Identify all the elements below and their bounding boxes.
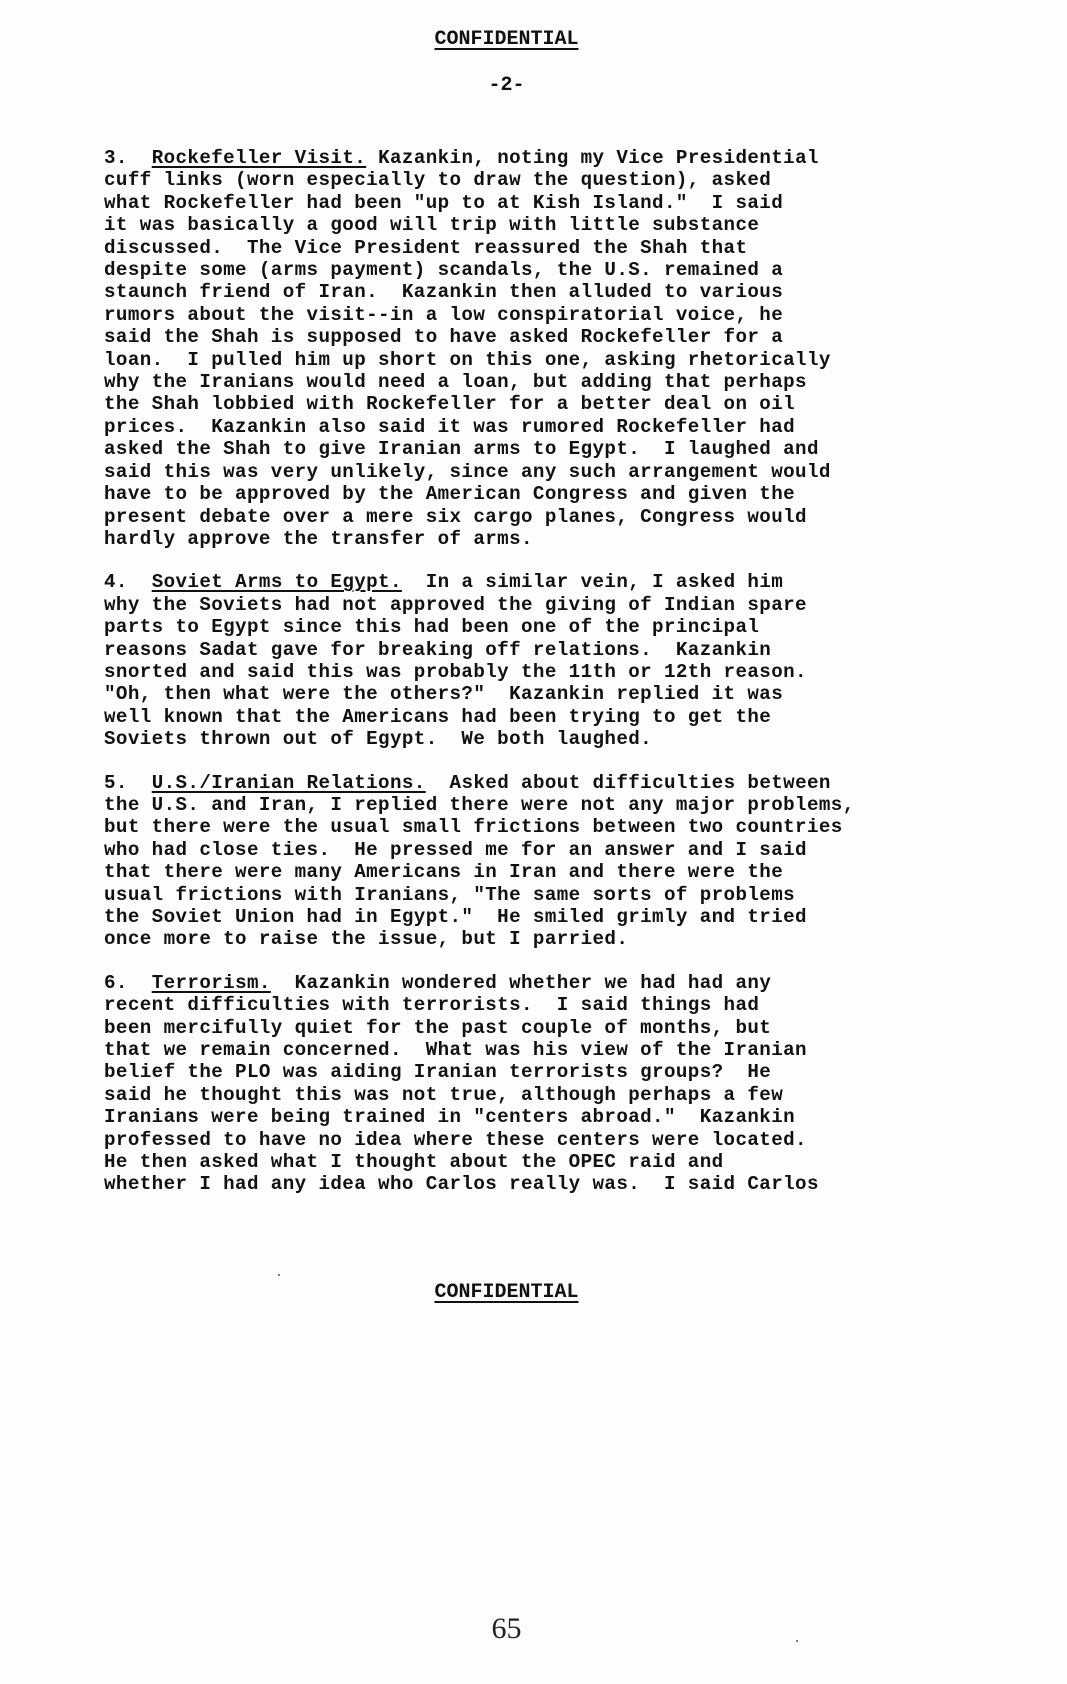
paragraph-line: but there were the usual small frictions between two countries	[104, 816, 843, 839]
paragraph-line: Soviets thrown out of Egypt. We both laughed.	[104, 728, 653, 751]
paragraph-line: the U.S. and Iran, I replied there were not any major problems,	[104, 793, 855, 816]
paragraph-first-line	[104, 772, 964, 794]
paragraph-line: asked the Shah to give Iranian arms to Egypt. I laughed and	[104, 438, 819, 461]
paragraph-line: despite some (arms payment) scandals, the U.S. remained a	[104, 259, 784, 282]
page-marker: -2-	[488, 74, 525, 97]
paragraph-line: that we remain concerned. What was his view of the Iranian	[104, 1039, 807, 1062]
paragraph-line: been mercifully quiet for the past couple of months, but	[104, 1016, 772, 1039]
paragraph-6	[104, 972, 964, 1196]
paragraph-5	[104, 772, 964, 951]
paragraph-line: discussed. The Vice President reassured the Shah that	[104, 236, 748, 259]
paragraph-line: said he thought this was not true, although perhaps a few	[104, 1083, 784, 1106]
paragraph-heading: Soviet Arms to Egypt.	[151, 571, 402, 594]
paragraph-line: loan. I pulled him up short on this one, asking rhetorically	[104, 348, 831, 371]
classification-footer: CONFIDENTIAL	[434, 1281, 579, 1304]
page-number: 65	[491, 1612, 522, 1645]
paragraph-line: who had close ties. He pressed me for an answer and I said	[104, 838, 807, 861]
paragraph-line: hardly approve the transfer of arms.	[104, 527, 533, 550]
paragraph-line: cuff links (worn especially to draw the question), asked	[104, 169, 772, 192]
scan-speck	[278, 1274, 280, 1276]
classification-header: CONFIDENTIAL	[434, 28, 579, 51]
paragraph-text: Kazankin wondered whether we had had any	[270, 971, 772, 994]
paragraph-first-line	[104, 147, 964, 169]
paragraph-heading: Terrorism.	[151, 971, 271, 994]
paragraph-line: it was basically a good will trip with little substance	[104, 214, 760, 237]
paragraph-line: Iranians were being trained in "centers abroad." Kazankin	[104, 1106, 796, 1129]
paragraph-line: reasons Sadat gave for breaking off relations. Kazankin	[104, 638, 772, 661]
paragraph-heading: Rockefeller Visit.	[151, 147, 367, 169]
paragraph-line: once more to raise the issue, but I parried.	[104, 928, 629, 951]
paragraph-line: that there were many Americans in Iran and there were the	[104, 861, 784, 884]
paragraph-number: 3.	[104, 147, 128, 169]
paragraph-line: why the Soviets had not approved the giving of Indian spare	[104, 593, 807, 616]
paragraph-3	[104, 147, 964, 550]
paragraph-line: present debate over a mere six cargo planes, Congress would	[104, 505, 807, 528]
paragraph-line: snorted and said this was probably the 11th or 12th reason.	[104, 660, 807, 683]
paragraph-line: "Oh, then what were the others?" Kazankin replied it was	[104, 683, 784, 706]
paragraph-line: whether I had any idea who Carlos really was. I said Carlos	[104, 1173, 819, 1196]
paragraph-line: said this was very unlikely, since any such arrangement would	[104, 460, 831, 483]
paragraph-line: well known that the Americans had been trying to get the	[104, 705, 772, 728]
paragraph-text: Kazankin, noting my Vice Presidential	[366, 147, 819, 169]
paragraph-line: usual frictions with Iranians, "The same sorts of problems	[104, 883, 796, 906]
paragraph-line: what Rockefeller had been "up to at Kish Island." I said	[104, 191, 784, 214]
paragraph-first-line	[104, 972, 964, 994]
paragraph-text: Asked about difficulties between	[425, 771, 831, 794]
paragraph-heading: U.S./Iranian Relations.	[151, 771, 426, 794]
paragraph-line: prices. Kazankin also said it was rumored Rockefeller had	[104, 415, 796, 438]
paragraph-line: recent difficulties with terrorists. I said things had	[104, 994, 760, 1017]
paragraph-number: 5.	[104, 771, 128, 794]
paragraph-line: the Shah lobbied with Rockefeller for a better deal on oil	[104, 393, 796, 416]
paragraph-line: parts to Egypt since this had been one of the principal	[104, 616, 760, 639]
paragraph-first-line	[104, 571, 964, 593]
paragraph-line: said the Shah is supposed to have asked Rockefeller for a	[104, 326, 784, 349]
paragraph-4	[104, 571, 964, 750]
paragraph-line: professed to have no idea where these centers were located.	[104, 1128, 807, 1151]
paragraph-line: the Soviet Union had in Egypt." He smiled grimly and tried	[104, 906, 807, 928]
paragraph-line: rumors about the visit--in a low conspiratorial voice, he	[104, 303, 784, 326]
document-body	[104, 147, 964, 1217]
paragraph-text: In a similar vein, I asked him	[401, 571, 784, 594]
paragraph-line: staunch friend of Iran. Kazankin then alluded to various	[104, 281, 784, 304]
paragraph-number: 6.	[104, 971, 128, 994]
paragraph-line: belief the PLO was aiding Iranian terrorists groups? He	[104, 1061, 772, 1084]
paragraph-number: 4.	[104, 571, 128, 594]
paragraph-line: He then asked what I thought about the OPEC raid and	[104, 1151, 724, 1174]
paragraph-line: why the Iranians would need a loan, but adding that perhaps	[104, 371, 807, 394]
paragraph-line: have to be approved by the American Congress and given the	[104, 483, 796, 506]
